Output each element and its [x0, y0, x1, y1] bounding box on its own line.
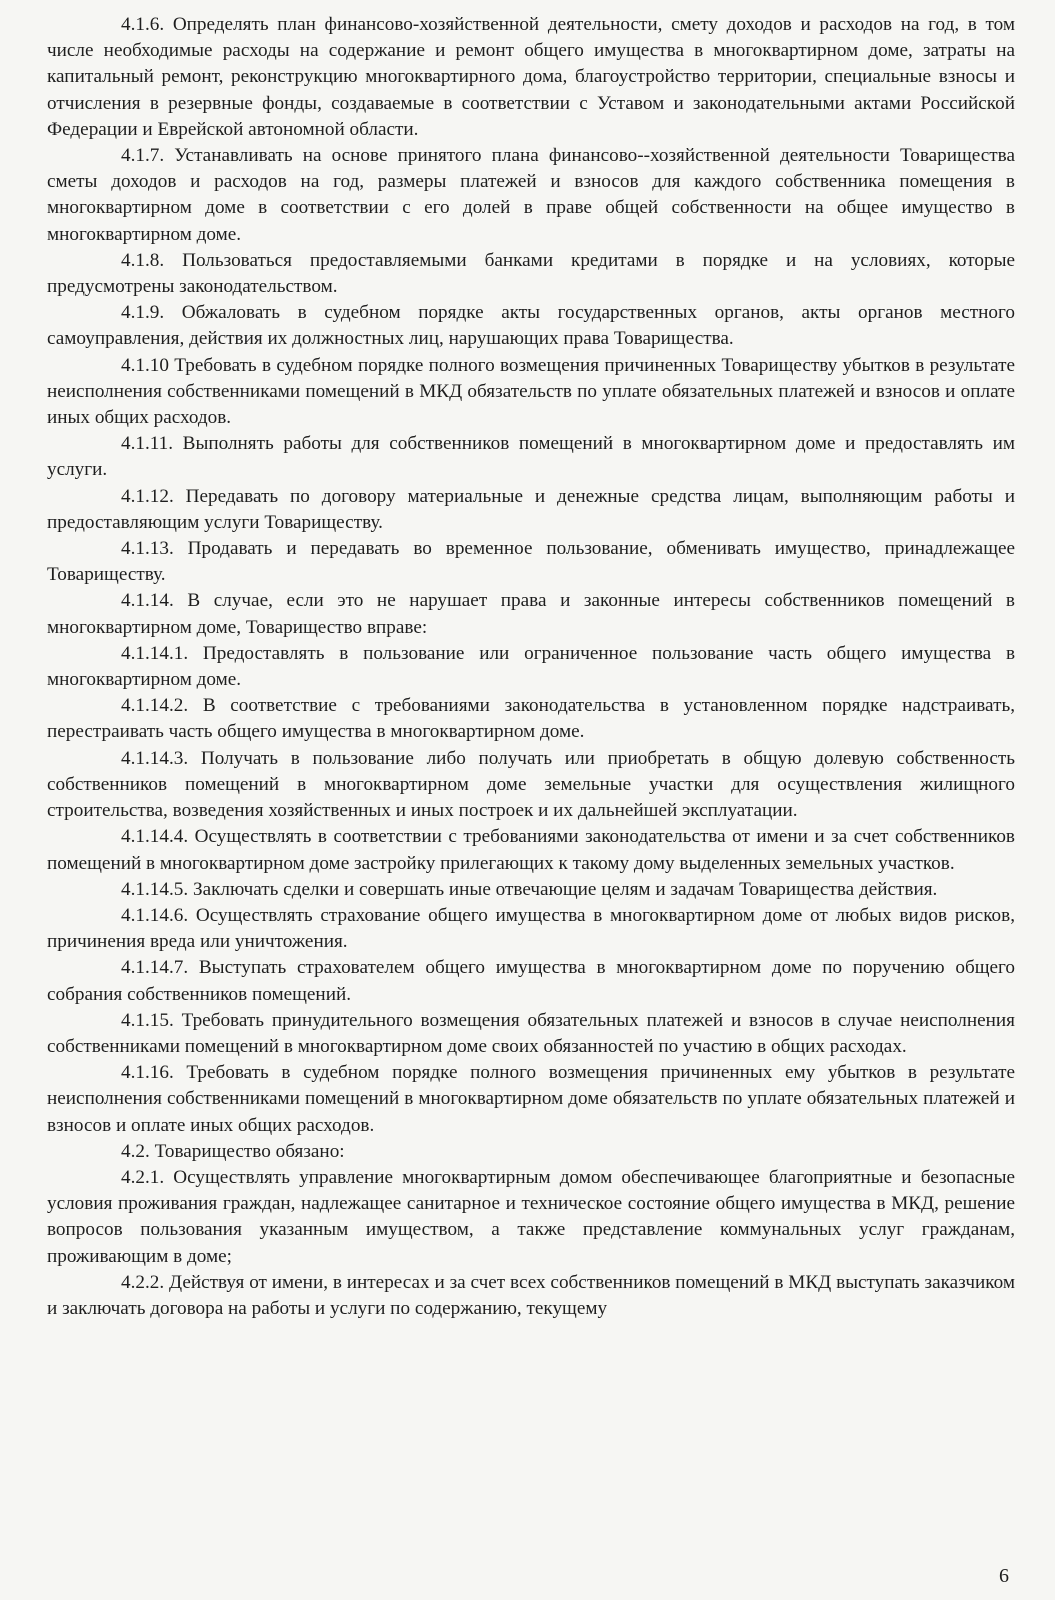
- paragraph-4-1-14: 4.1.14. В случае, если это не нарушает права и законные интересы собственников помещений в многоквартирном доме, Товарищество вправе:: [47, 590, 1015, 638]
- paragraph-4-1-11: 4.1.11. Выполнять работы для собственников помещений в многоквартирном доме и предоставлять им услуги.: [47, 433, 1015, 481]
- paragraph-4-2-2: 4.2.2. Действуя от имени, в интересах и за счет всех собственников помещений в МКД выступать заказчиком и заключать договора на работы и услуги по содержанию, текущему: [47, 1271, 1015, 1319]
- paragraph-4-1-14-3: 4.1.14.3. Получать в пользование либо получать или приобретать в общую долевую собственность собственников помещений в многоквартирном доме земельные участки для осуществления жилищного строительства, возведения хозяйственных и иных построек и их дальнейшей эксплуатации.: [47, 747, 1015, 822]
- section-heading-4-2: 4.2. Товарищество обязано:: [121, 1140, 345, 1162]
- paragraph-4-1-14-6: 4.1.14.6. Осуществлять страхование общего имущества в многоквартирном доме от любых видов рисков, причинения вреда или уничтожения.: [47, 904, 1015, 953]
- paragraph-4-1-6: 4.1.6. Определять план финансово-хозяйственной деятельности, смету доходов и расходов на год, в том числе необходимые расходы на содержание и ремонт общего имущества в многоквартирном доме, затраты на капитальный ремонт, реконструкцию многоквартирного дома, благоустройство территории, специальные взносы и отчисления в резервные фонды, создаваемые в соответствии с Уставом и законодательными актами Российской Федерации и Еврейской автономной области.: [47, 14, 1015, 140]
- paragraph-4-1-13: 4.1.13. Продавать и передавать во временное пользование, обменивать имущество, принадлежащее Товариществу.: [47, 538, 1015, 586]
- paragraph-4-1-7: 4.1.7. Устанавливать на основе принятого плана финансово--хозяйственной деятельности Товарищества сметы доходов и расходов на год, размеры платежей и взносов для каждого собственника помещения в многоквартирном доме в соответствии с его долей в праве общей собственности на общее имущество в многоквартирном доме.: [47, 145, 1015, 245]
- paragraph-4-1-14-7: 4.1.14.7. Выступать страхователем общего имущества в многоквартирном доме по поручению общего собрания собственников помещений.: [47, 957, 1015, 1005]
- paragraph-4-1-14-1: 4.1.14.1. Предоставлять в пользование или ограниченное пользование часть общего имущества в многоквартирном доме.: [47, 642, 1015, 691]
- paragraph-4-1-15: 4.1.15. Требовать принудительного возмещения обязательных платежей и взносов в случае неисполнения собственниками помещений в многоквартирном доме своих обязанностей по участию в общих расходах.: [47, 1009, 1015, 1057]
- paragraph-4-2-1: 4.2.1. Осуществлять управление многоквартирным домом обеспечивающее благоприятные и безопасные условия проживания граждан, надлежащее санитарное и техническое состояние общего имущества в МКД, решение вопросов пользования указанным имуществом, а также представление коммунальных услуг гражданам, проживающим в доме;: [47, 1166, 1015, 1267]
- paragraph-4-1-10: 4.1.10 Требовать в судебном порядке полного возмещения причиненных Товариществу убытков в результате неисполнения собственниками помещений в МКД обязательств по уплате обязательных платежей и взносов и оплате иных общих расходов.: [47, 354, 1015, 429]
- paragraph-4-1-12: 4.1.12. Передавать по договору материальные и денежные средства лицам, выполняющим работы и предоставляющим услуги Товариществу.: [47, 485, 1015, 533]
- paragraph-4-1-14-2: 4.1.14.2. В соответствие с требованиями законодательства в установленном порядке надстраивать, перестраивать часть общего имущества в многоквартирном доме.: [47, 695, 1015, 743]
- paragraph-4-1-16: 4.1.16. Требовать в судебном порядке полного возмещения причиненных ему убытков в результате неисполнения собственниками помещений в многоквартирном доме обязательств по уплате обязательных платежей и взносов и оплате иных общих расходов.: [47, 1062, 1015, 1136]
- paragraph-4-1-8: 4.1.8. Пользоваться предоставляемыми банками кредитами в порядке и на условиях, которые предусмотрены законодательством.: [47, 249, 1015, 298]
- paragraph-4-1-14-4: 4.1.14.4. Осуществлять в соответствии с требованиями законодательства от имени и за счет собственников помещений в многоквартирном доме застройку прилегающих к такому дому выделенных земельных участков.: [47, 826, 1015, 874]
- page-number: 6: [999, 1565, 1009, 1587]
- paragraph-4-1-9: 4.1.9. Обжаловать в судебном порядке акты государственных органов, акты органов местного самоуправления, действия их должностных лиц, нарушающих права Товарищества.: [47, 302, 1015, 350]
- document-body: [47, 12, 1015, 1322]
- paragraph-4-1-14-5: 4.1.14.5. Заключать сделки и совершать иные отвечающие целям и задачам Товарищества действия.: [121, 878, 938, 900]
